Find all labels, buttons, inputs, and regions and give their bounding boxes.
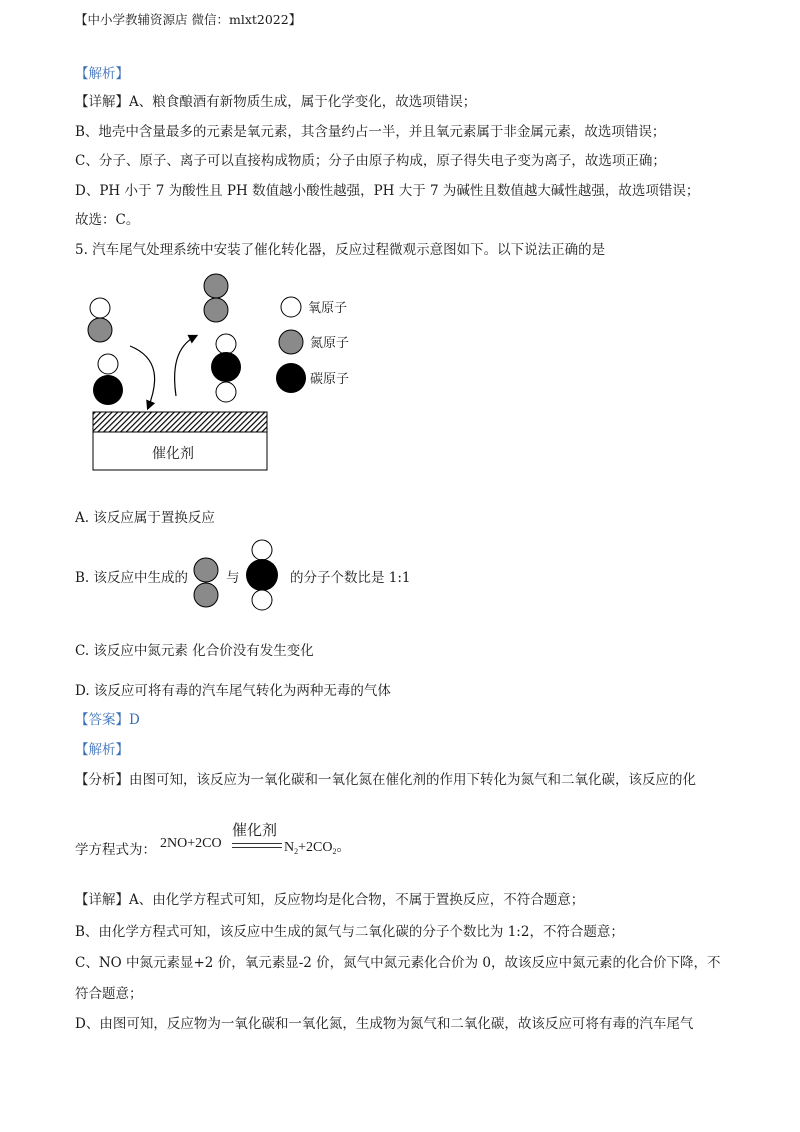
option-b-mid: 与 bbox=[226, 570, 240, 586]
legend-oxygen-label: 氧原子 bbox=[308, 301, 348, 316]
option-b-n2-molecule bbox=[191, 556, 221, 612]
question-5-stem: 5. 汽车尾气处理系统中安装了催化转化器，反应过程微观示意图如下。以下说法正确的是 bbox=[75, 242, 606, 258]
arrow-down bbox=[130, 346, 155, 408]
carbon-atom bbox=[93, 375, 123, 405]
equation-lead: 学方程式为： bbox=[75, 842, 156, 858]
legend-nitrogen-icon bbox=[279, 330, 303, 354]
detail-1-line-d: D、PH 小于 7 为酸性且 PH 数值越小酸性越强，PH 大于 7 为碱性且数值越大碱性越强，故选项错误； bbox=[75, 183, 700, 199]
equation-condition: 催化剂 bbox=[232, 821, 278, 839]
legend-carbon-label: 碳原子 bbox=[310, 372, 350, 387]
detail-2-line-b: B、由化学方程式可知，该反应中生成的氮气与二氧化碳的分子个数比为 1:2，不符合题意； bbox=[75, 924, 624, 940]
oxygen-atom bbox=[90, 298, 110, 318]
co-molecule-reactant bbox=[93, 354, 123, 405]
option-b-suffix: 的分子个数比是 1:1 bbox=[290, 570, 411, 586]
equation-co: +2CO bbox=[298, 840, 333, 855]
analysis-heading-2: 【解析】 bbox=[75, 742, 129, 758]
reaction-diagram bbox=[80, 268, 380, 478]
equation-co-sub: 2 bbox=[332, 847, 337, 856]
oxygen-atom bbox=[216, 334, 236, 354]
answer-label: 【答案】D bbox=[75, 712, 140, 728]
page-header: 【中小学教辅资源店 微信：mlxt2022】 bbox=[75, 12, 302, 27]
option-d: D. 该反应可将有毒的汽车尾气转化为两种无毒的气体 bbox=[75, 683, 391, 699]
nitrogen-atom bbox=[204, 298, 228, 322]
detail-1-line-b: B、地壳中含量最多的元素是氧元素，其含量约占一半，并且氧元素属于非金属元素，故选项错误； bbox=[75, 124, 666, 140]
oxygen-atom bbox=[98, 354, 118, 374]
option-b-prefix: B. 该反应中生成的 bbox=[75, 570, 189, 586]
detail-1-answer: 故选：C。 bbox=[75, 212, 140, 228]
detail-2-line-d: D、由图可知，反应物为一氧化碳和一氧化氮，生成物为氮气和二氧化碳，故该反应可将有毒的汽车尾气 bbox=[75, 1016, 694, 1032]
co2-molecule-product bbox=[211, 334, 241, 402]
option-c: C. 该反应中氮元素 化合价没有发生变化 bbox=[75, 643, 314, 659]
legend-carbon-icon bbox=[276, 363, 306, 393]
analysis-heading-1: 【解析】 bbox=[75, 66, 129, 82]
detail-2-line-a: 【详解】A、由化学方程式可知，反应物均是化合物，不属于置换反应，不符合题意； bbox=[75, 892, 585, 908]
equation-sign bbox=[232, 843, 282, 848]
detail-1-line-a: 【详解】A、粮食酿酒有新物质生成，属于化学变化，故选项错误； bbox=[75, 94, 477, 110]
oxygen-atom bbox=[216, 382, 236, 402]
nitrogen-atom bbox=[204, 274, 228, 298]
nitrogen-atom bbox=[88, 318, 112, 342]
equation-left: 2NO+2CO bbox=[160, 836, 222, 851]
legend-nitrogen-label: 氮原子 bbox=[310, 336, 350, 351]
analysis-text: 【分析】由图可知，该反应为一氧化碳和一氧化氮在催化剂的作用下转化为氮气和二氧化碳，该反应的化 bbox=[75, 772, 696, 788]
catalyst-surface bbox=[93, 412, 267, 432]
n2-molecule-product bbox=[204, 274, 228, 322]
arrow-up bbox=[175, 336, 196, 396]
option-b-co2-molecule bbox=[244, 538, 280, 614]
equation-n: N bbox=[284, 840, 295, 855]
detail-1-line-c: C、分子、原子、离子可以直接构成物质；分子由原子构成，原子得失电子变为离子，故选项正确； bbox=[75, 153, 666, 169]
legend-oxygen-icon bbox=[281, 297, 301, 317]
detail-2-line-c1: C、NO 中氮元素显+2 价，氧元素显-2 价，氮气中氮元素化合价为 0，故该反应中氮元素的化合价下降，不 bbox=[75, 955, 721, 971]
catalyst-label: 催化剂 bbox=[152, 446, 194, 462]
no-molecule-reactant bbox=[88, 298, 112, 342]
equation-n-sub: 2 bbox=[294, 847, 299, 856]
detail-2-line-c2: 符合题意； bbox=[75, 986, 143, 1002]
option-a: A. 该反应属于置换反应 bbox=[75, 510, 215, 526]
carbon-atom bbox=[211, 352, 241, 382]
equation-end: 。 bbox=[336, 840, 351, 855]
